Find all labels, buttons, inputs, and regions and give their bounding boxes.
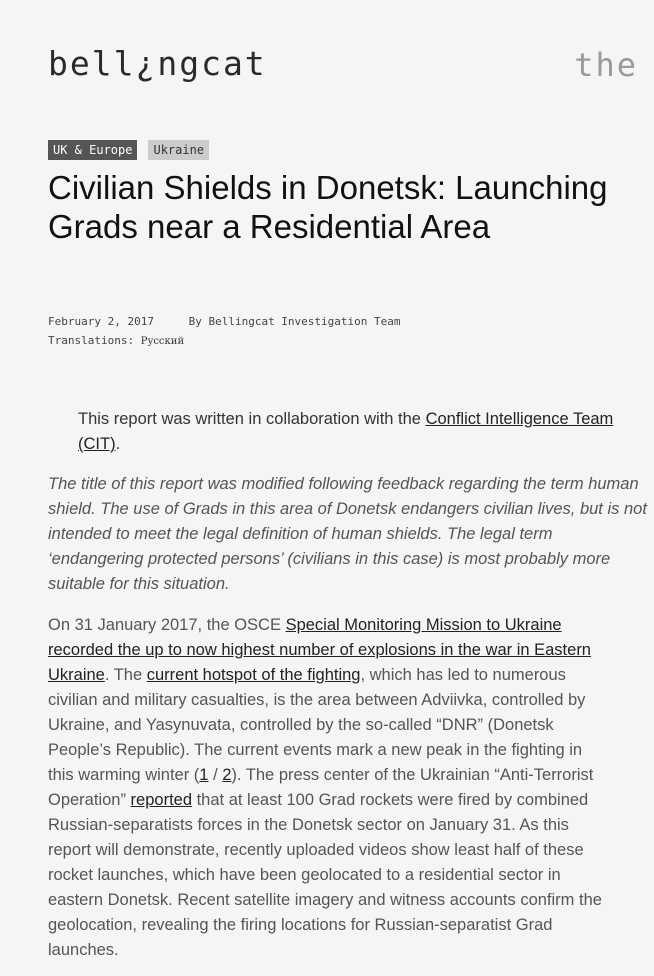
hotspot-link[interactable]: current hotspot of the fighting [146,666,361,684]
site-header [48,44,654,88]
translations-label: Translations: [48,334,135,347]
body-text: report will demonstrate, recently uploaded videos show least half of these [48,841,584,859]
body-text: eastern Donetsk. Recent satellite imagery and witness accounts confirm the [48,891,602,909]
article-meta [48,312,401,351]
explosions-record-link[interactable]: recorded the up to now highest number of explosions in the war in Eastern [48,641,591,659]
source-link-2[interactable]: 2 [222,766,232,784]
editorial-note: The title of this report was modified following feedback regarding the term human shield. The use of Grads in this area of Donetsk endangers civilian lives, but is not intended to meet the legal definition of human shields. The legal term ‘endangering protected persons’ (civilians in this case) is most probably more suitable for this situation. [48,475,647,593]
body-text: , which has led to numerous [360,666,566,684]
body-text: Russian-separatists forces in the Donetsk sector on January 31. As this [48,816,569,834]
body-text: ). The press center of the Ukrainian “Anti-Terrorist [231,766,594,784]
cit-link[interactable]: Conflict Intelligence Team (CIT) [78,410,614,453]
body-text: this warming winter ( [48,766,200,784]
tag-uk-europe[interactable]: UK & Europe [48,140,137,160]
header-right-text: the [574,46,638,84]
reported-link[interactable]: reported [130,791,193,809]
translation-link-russian[interactable]: Русский [140,336,185,347]
body-text: Ukraine, and Yasynuvata, controlled by the so-called “DNR” (Donetsk [48,716,554,734]
osce-smm-link[interactable]: Special Monitoring Mission to Ukraine [285,616,562,634]
article-date: February 2, 2017 [48,315,154,328]
site-logo[interactable]: bell¿ngcat [48,44,267,83]
body-text: People’s Republic). The current events mark a new peak in the fighting in [48,741,583,759]
article-author: By Bellingcat Investigation Team [188,315,401,328]
body-text: / [208,766,223,784]
source-link-1[interactable]: 1 [199,766,209,784]
body-text: civilian and military casualties, is the area between Adviivka, controlled by [48,691,586,709]
collab-end: . [115,435,121,453]
article-title: Civilian Shields in Donetsk: Launching Grads near a Residential Area [48,169,608,245]
tag-ukraine[interactable]: Ukraine [148,140,209,160]
body-text: Operation” [48,791,131,809]
category-tags [48,140,209,160]
explosions-record-link-cont[interactable]: Ukraine [48,666,105,684]
body-text: On 31 January 2017, the OSCE [48,616,286,634]
body-text: that at least 100 Grad rockets were fired by combined [192,791,589,809]
body-text: rocket launches, which have been geolocated to a residential sector in [48,866,561,884]
body-text: geolocation, revealing the firing locations for Russian-separatist Grad [48,916,553,934]
article-body-paragraph [48,613,654,963]
body-text: . The [104,666,147,684]
body-text: launches. [48,941,119,959]
collab-text: This report was written in collaboration with the [78,410,426,428]
collaboration-note [78,407,648,457]
